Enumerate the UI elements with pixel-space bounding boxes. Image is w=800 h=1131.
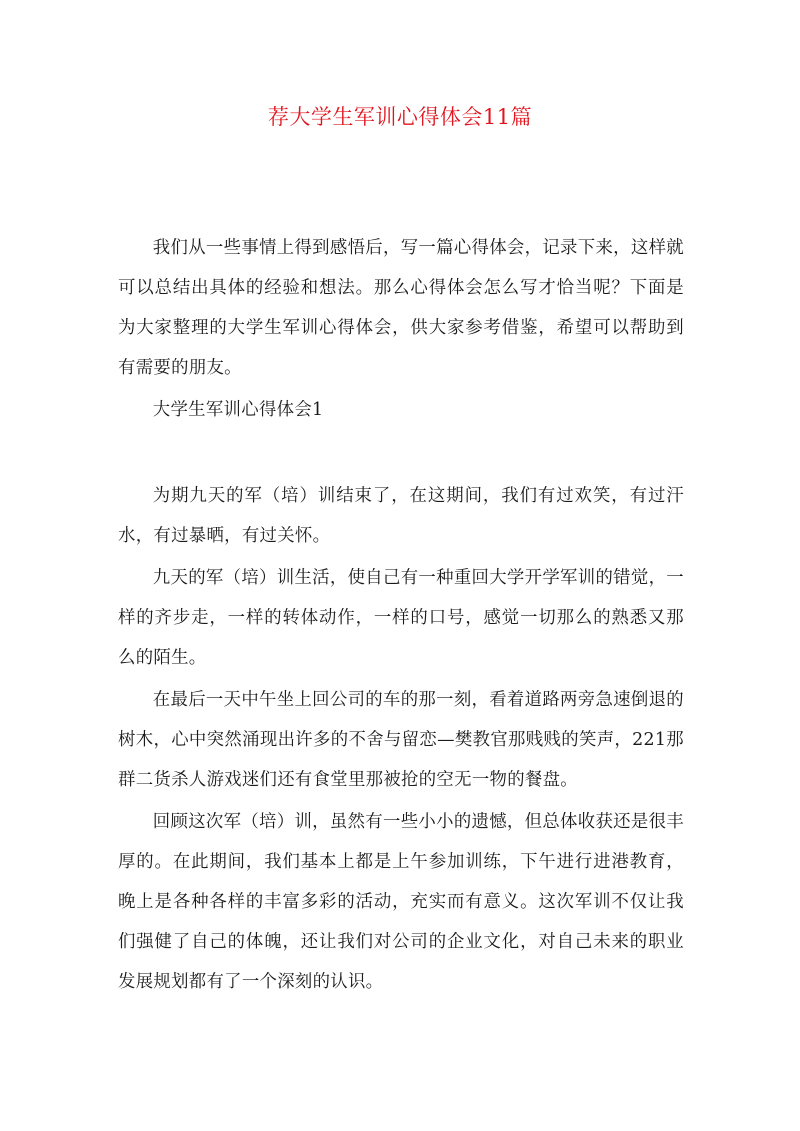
body-paragraph: 为期九天的军（培）训结束了，在这期间，我们有过欢笑，有过汗水，有过暴晒，有过关怀。: [118, 486, 684, 546]
body-paragraph: 回顾这次军（培）训，虽然有一些小小的遗憾，但总体收获还是很丰厚的。在此期间，我们基本上都是上午参加训练，下午进行进港教育，晚上是各种各样的丰富多彩的活动，充实而有意义。这次军训不仅让我们强健了自己的体魄，还让我们对公司的企业文化，对自己未来的职业发展规划都有了一个深刻的认识。: [118, 812, 684, 992]
section-heading: 大学生军训心得体会1: [152, 400, 324, 420]
paragraph-block-2: [118, 558, 684, 678]
paragraph-block-4: [118, 802, 684, 1002]
body-paragraph: 九天的军（培）训生活，使自己有一种重回大学开学军训的错觉，一样的齐步走，一样的转体动作，一样的口号，感觉一切那么的熟悉又那么的陌生。: [118, 568, 684, 668]
document-title: 荐大学生军训心得体会11篇: [267, 105, 533, 129]
paragraph-block-1: [118, 476, 684, 556]
section-heading-block: [118, 390, 684, 430]
intro-paragraph: 我们从一些事情上得到感悟后，写一篇心得体会，记录下来，这样就可以总结出具体的经验和想法。那么心得体会怎么写才恰当呢？下面是为大家整理的大学生军训心得体会，供大家参考借鉴，希望可以帮助到有需要的朋友。: [118, 238, 684, 378]
body-paragraph: 在最后一天中午坐上回公司的车的那一刻，看着道路两旁急速倒退的树木，心中突然涌现出许多的不舍与留恋—樊教官那贱贱的笑声，221那群二货杀人游戏迷们还有食堂里那被抢的空无一物的餐盘。: [118, 690, 684, 790]
intro-block: [118, 228, 684, 388]
paragraph-block-3: [118, 680, 684, 800]
